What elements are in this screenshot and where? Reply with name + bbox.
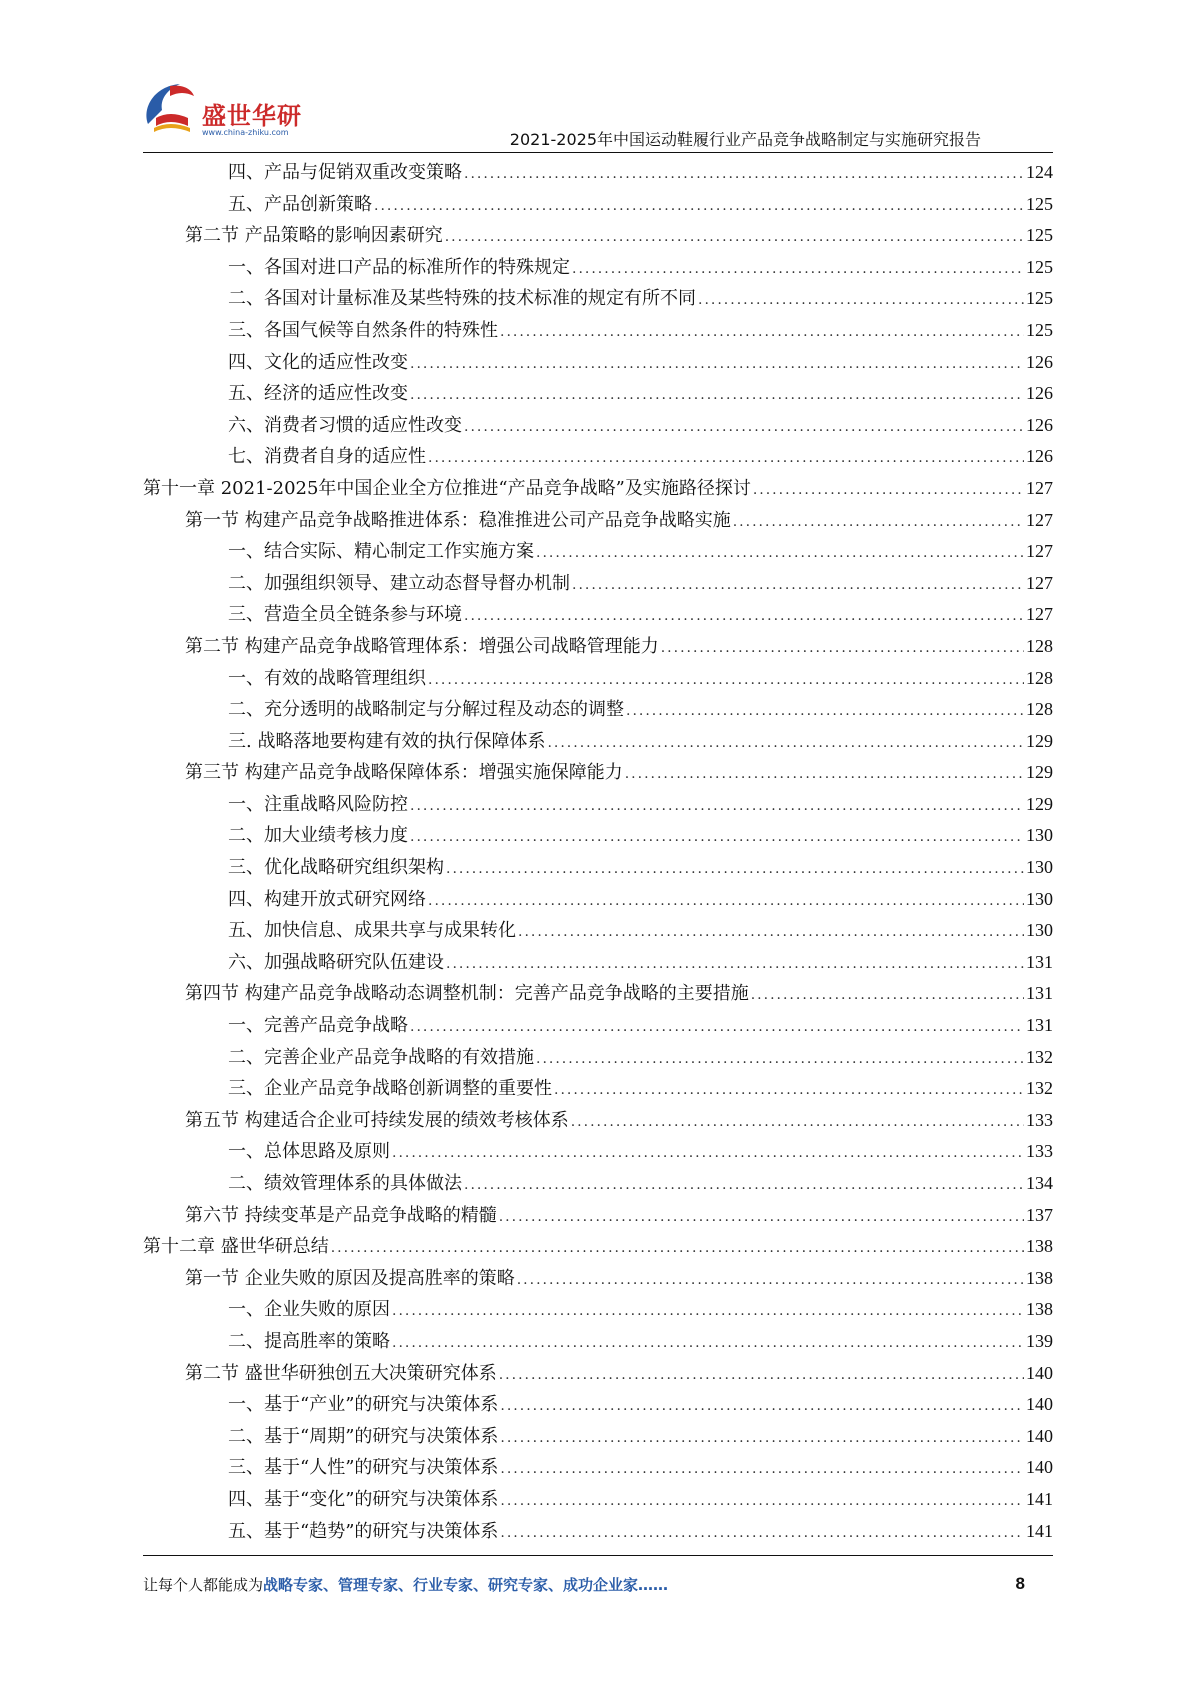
toc-entry[interactable]	[143, 1517, 1053, 1549]
toc-entry[interactable]	[143, 1453, 1053, 1485]
toc-entry-page: 126	[1026, 383, 1053, 404]
toc-entry[interactable]	[143, 190, 1053, 222]
toc-entry-title: 一、结合实际、精心制定工作实施方案	[228, 541, 534, 563]
toc-entry-page: 139	[1026, 1330, 1053, 1351]
page-header	[0, 0, 1191, 150]
toc-entry[interactable]	[143, 1074, 1053, 1106]
toc-entry-title: 第一节 构建产品竞争战略推进体系：稳准推进公司产品竞争战略实施	[185, 509, 731, 531]
toc-entry-page: 140	[1026, 1362, 1053, 1383]
toc-dot-leader	[428, 672, 1024, 688]
toc-entry[interactable]	[143, 758, 1053, 790]
toc-entry[interactable]	[143, 221, 1053, 253]
toc-dot-leader	[536, 545, 1024, 561]
toc-entry-title: 第十二章 盛世华研总结	[143, 1236, 329, 1258]
toc-dot-leader	[464, 419, 1024, 435]
toc-dot-leader	[428, 893, 1024, 909]
toc-entry-title: 一、注重战略风险防控	[228, 793, 408, 815]
toc-dot-leader	[331, 1240, 1024, 1256]
toc-dot-leader	[500, 1461, 1024, 1477]
toc-entry-title: 五、基于“趋势”的研究与决策体系	[228, 1520, 499, 1542]
toc-entry[interactable]	[143, 569, 1053, 601]
toc-entry[interactable]	[143, 474, 1053, 506]
toc-entry-title: 四、产品与促销双重改变策略	[228, 162, 462, 183]
toc-entry-page: 134	[1026, 1173, 1053, 1193]
toc-entry-title: 三、优化战略研究组织架构	[228, 857, 444, 879]
toc-entry-page: 125	[1026, 256, 1053, 277]
toc-entry-page: 128	[1026, 699, 1053, 720]
toc-dot-leader	[410, 356, 1024, 372]
toc-entry[interactable]	[143, 948, 1053, 980]
toc-entry-title: 五、加快信息、成果共享与成果转化	[228, 920, 516, 942]
logo-mark-icon	[140, 78, 202, 138]
toc-entry-title: 二、各国对计量标准及某些特殊的技术标准的规定有所不同	[228, 288, 696, 310]
header-divider	[143, 152, 1053, 153]
toc-dot-leader	[733, 514, 1024, 530]
toc-entry-page: 130	[1026, 920, 1053, 941]
toc-entry-title: 第四节 构建产品竞争战略动态调整机制：完善产品竞争战略的主要措施	[185, 983, 749, 1005]
toc-entry-page: 128	[1026, 635, 1053, 656]
page-footer	[143, 1574, 1053, 1598]
toc-entry-page: 138	[1026, 1267, 1053, 1288]
toc-entry[interactable]	[143, 1485, 1053, 1517]
toc-dot-leader	[571, 1114, 1024, 1130]
toc-dot-leader	[392, 1145, 1024, 1161]
toc-entry[interactable]	[143, 1169, 1053, 1201]
toc-entry[interactable]	[143, 284, 1053, 316]
toc-dot-leader	[428, 450, 1024, 466]
toc-entry[interactable]	[143, 853, 1053, 885]
toc-entry[interactable]	[143, 379, 1053, 411]
toc-dot-leader	[410, 387, 1024, 403]
toc-entry-page: 124	[1026, 162, 1053, 182]
toc-entry-title: 二、提高胜率的策略	[228, 1330, 390, 1352]
toc-entry[interactable]	[143, 821, 1053, 853]
toc-entry[interactable]	[143, 1422, 1053, 1454]
toc-entry-title: 四、文化的适应性改变	[228, 351, 408, 373]
toc-entry-title: 第十一章 2021-2025年中国企业全方位推进“产品竞争战略”及实施路径探讨	[143, 477, 751, 499]
toc-dot-leader	[464, 1177, 1024, 1193]
toc-entry-page: 130	[1026, 857, 1053, 878]
toc-entry-page: 141	[1026, 1488, 1053, 1509]
toc-entry-page: 129	[1026, 762, 1053, 783]
toc-entry[interactable]	[143, 1264, 1053, 1296]
toc-dot-leader	[500, 1525, 1024, 1541]
toc-entry-page: 130	[1026, 825, 1053, 846]
toc-entry-title: 一、各国对进口产品的标准所作的特殊规定	[228, 256, 570, 278]
toc-entry[interactable]	[143, 1201, 1053, 1233]
toc-entry-page: 131	[1026, 1015, 1053, 1036]
toc-entry-page: 132	[1026, 1078, 1053, 1099]
toc-entry[interactable]	[143, 790, 1053, 822]
toc-entry-page: 126	[1026, 414, 1053, 435]
toc-entry-title: 四、基于“变化”的研究与决策体系	[228, 1488, 499, 1510]
toc-dot-leader	[500, 1398, 1024, 1414]
toc-dot-leader	[374, 198, 1024, 214]
toc-dot-leader	[392, 1303, 1024, 1319]
toc-entry[interactable]	[143, 1137, 1053, 1169]
toc-entry-page: 140	[1026, 1457, 1053, 1478]
toc-entry-page: 127	[1026, 477, 1053, 498]
toc-dot-leader	[446, 956, 1024, 972]
toc-entry-title: 六、消费者习惯的适应性改变	[228, 414, 462, 436]
toc-entry[interactable]	[143, 442, 1053, 474]
toc-entry-title: 一、总体思路及原则	[228, 1141, 390, 1163]
toc-dot-leader	[753, 482, 1024, 498]
toc-entry-title: 第五节 构建适合企业可持续发展的绩效考核体系	[185, 1109, 569, 1131]
toc-entry[interactable]	[143, 979, 1053, 1011]
toc-entry[interactable]	[143, 1043, 1053, 1075]
toc-entry-page: 127	[1026, 604, 1053, 625]
toc-entry-title: 第一节 企业失败的原因及提高胜率的策略	[185, 1267, 515, 1289]
toc-dot-leader	[410, 798, 1024, 814]
toc-entry-title: 第六节 持续变革是产品竞争战略的精髓	[185, 1204, 497, 1226]
toc-entry-page: 129	[1026, 730, 1053, 751]
toc-dot-leader	[410, 1019, 1024, 1035]
toc-dot-leader	[445, 229, 1024, 245]
toc-entry[interactable]	[143, 1295, 1053, 1327]
toc-entry-page: 132	[1026, 1046, 1053, 1067]
toc-dot-leader	[499, 1367, 1024, 1383]
toc-entry[interactable]	[143, 727, 1053, 759]
toc-entry-title: 第二节 构建产品竞争战略管理体系：增强公司战略管理能力	[185, 635, 659, 657]
page-number: 8	[1015, 1574, 1025, 1593]
toc-entry[interactable]	[143, 1327, 1053, 1359]
toc-entry-title: 第三节 构建产品竞争战略保障体系：增强实施保障能力	[185, 762, 623, 784]
toc-entry-title: 五、产品创新策略	[228, 193, 372, 215]
toc-entry[interactable]	[143, 600, 1053, 632]
toc-entry-title: 六、加强战略研究队伍建设	[228, 951, 444, 973]
toc-entry-page: 131	[1026, 983, 1053, 1004]
toc-dot-leader	[464, 608, 1024, 624]
toc-entry-page: 140	[1026, 1425, 1053, 1446]
toc-dot-leader	[500, 324, 1024, 340]
toc-entry-title: 一、基于“产业”的研究与决策体系	[228, 1394, 499, 1416]
toc-dot-leader	[554, 1082, 1024, 1098]
toc-entry[interactable]	[143, 411, 1053, 443]
toc-entry-page: 129	[1026, 793, 1053, 814]
toc-entry-page: 141	[1026, 1520, 1053, 1541]
toc-entry-page: 140	[1026, 1394, 1053, 1415]
toc-dot-leader	[410, 829, 1024, 845]
toc-entry-title: 二、加大业绩考核力度	[228, 825, 408, 847]
toc-dot-leader	[500, 1493, 1024, 1509]
toc-entry[interactable]	[143, 1232, 1053, 1264]
toc-entry[interactable]	[143, 506, 1053, 538]
toc-entry-title: 二、绩效管理体系的具体做法	[228, 1173, 462, 1194]
toc-entry-title: 一、有效的战略管理组织	[228, 667, 426, 689]
toc-dot-leader	[626, 703, 1024, 719]
toc-dot-leader	[751, 987, 1024, 1003]
toc-entry[interactable]	[143, 158, 1053, 190]
toc-entry-page: 126	[1026, 351, 1053, 372]
toc-entry[interactable]	[143, 1390, 1053, 1422]
toc-entry-title: 四、构建开放式研究网络	[228, 888, 426, 910]
toc-entry-page: 126	[1026, 446, 1053, 467]
toc-entry-title: 三、基于“人性”的研究与决策体系	[228, 1457, 499, 1479]
toc-entry-page: 127	[1026, 541, 1053, 562]
footer-divider	[143, 1555, 1053, 1556]
logo-url: www.china-zhiku.com	[202, 128, 289, 137]
toc-entry[interactable]	[143, 885, 1053, 917]
toc-entry[interactable]	[143, 348, 1053, 380]
toc-entry-title: 二、加强组织领导、建立动态督导督办机制	[228, 572, 570, 594]
toc-entry-page: 125	[1026, 225, 1053, 246]
toc-entry-page: 138	[1026, 1299, 1053, 1320]
footer-slogan-highlight: 战略专家、管理专家、行业专家、研究专家、成功企业家……	[263, 1576, 669, 1594]
toc-entry[interactable]	[143, 632, 1053, 664]
toc-entry-title: 一、完善产品竞争战略	[228, 1015, 408, 1037]
toc-dot-leader	[500, 1430, 1024, 1446]
toc-entry-title: 三、各国气候等自然条件的特殊性	[228, 319, 498, 341]
toc-entry-title: 五、经济的适应性改变	[228, 383, 408, 405]
toc-dot-leader	[572, 577, 1024, 593]
toc-entry-page: 125	[1026, 319, 1053, 340]
toc-entry[interactable]	[143, 1359, 1053, 1391]
toc-entry-page: 138	[1026, 1236, 1053, 1257]
toc-dot-leader	[536, 1051, 1024, 1067]
toc-entry[interactable]	[143, 695, 1053, 727]
toc-entry[interactable]	[143, 1011, 1053, 1043]
table-of-contents	[143, 158, 1053, 1548]
toc-dot-leader	[464, 166, 1024, 182]
toc-entry[interactable]	[143, 537, 1053, 569]
toc-entry-title: 二、基于“周期”的研究与决策体系	[228, 1425, 499, 1447]
toc-dot-leader	[499, 1209, 1024, 1225]
toc-entry-title: 二、完善企业产品竞争战略的有效措施	[228, 1046, 534, 1068]
toc-entry-title: 第二节 盛世华研独创五大决策研究体系	[185, 1362, 497, 1384]
toc-dot-leader	[625, 766, 1024, 782]
toc-entry-title: 七、消费者自身的适应性	[228, 446, 426, 468]
toc-entry-page: 137	[1026, 1204, 1053, 1225]
company-logo	[140, 78, 310, 144]
toc-entry-page: 125	[1026, 288, 1053, 309]
report-title: 2021-2025年中国运动鞋履行业产品竞争战略制定与实施研究报告	[509, 130, 981, 149]
toc-entry-page: 133	[1026, 1109, 1053, 1130]
toc-dot-leader	[661, 640, 1024, 656]
logo-name: 盛世华研	[202, 102, 302, 130]
toc-entry-title: 第二节 产品策略的影响因素研究	[185, 225, 443, 247]
toc-entry-page: 125	[1026, 193, 1053, 214]
toc-dot-leader	[518, 924, 1024, 940]
toc-entry-page: 128	[1026, 667, 1053, 688]
toc-entry[interactable]	[143, 664, 1053, 696]
toc-entry[interactable]	[143, 316, 1053, 348]
toc-entry-page: 130	[1026, 888, 1053, 909]
toc-dot-leader	[698, 292, 1024, 308]
toc-dot-leader	[392, 1335, 1024, 1351]
footer-slogan-lead: 让每个人都能成为	[143, 1576, 264, 1594]
toc-entry-title: 三、营造全员全链条参与环境	[228, 604, 462, 626]
toc-entry-page: 127	[1026, 572, 1053, 593]
toc-entry-title: 一、企业失败的原因	[228, 1299, 390, 1321]
toc-dot-leader	[446, 861, 1024, 877]
toc-entry-title: 二、充分透明的战略制定与分解过程及动态的调整	[228, 699, 624, 721]
toc-entry-page: 131	[1026, 951, 1053, 972]
toc-dot-leader	[547, 735, 1024, 751]
toc-entry-title: 三、企业产品竞争战略创新调整的重要性	[228, 1078, 552, 1100]
toc-entry-title: 三. 战略落地要构建有效的执行保障体系	[228, 730, 546, 752]
toc-entry-page: 127	[1026, 509, 1053, 530]
toc-entry[interactable]	[143, 916, 1053, 948]
toc-entry[interactable]	[143, 1106, 1053, 1138]
toc-entry-page: 133	[1026, 1141, 1053, 1162]
toc-dot-leader	[517, 1272, 1024, 1288]
toc-dot-leader	[572, 261, 1024, 277]
toc-entry[interactable]	[143, 253, 1053, 285]
